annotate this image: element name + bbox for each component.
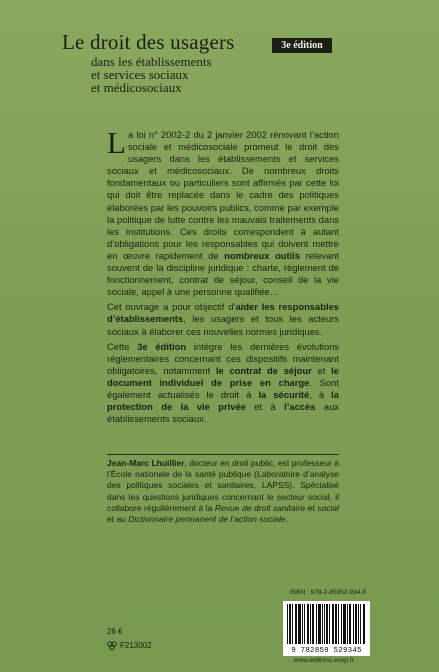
text-emphasis: l’accès [284, 401, 316, 413]
barcode-bar [316, 604, 317, 644]
text-emphasis: la sécurité [258, 388, 310, 400]
dictionary-title: Dictionnaire permanent de l’action sociale [128, 514, 286, 525]
barcode-bar [324, 604, 325, 644]
barcode-bar [347, 604, 348, 644]
product-code-text: F213002 [120, 641, 152, 650]
barcode-bar [307, 604, 308, 644]
barcode-bar [335, 604, 336, 644]
barcode-bar [320, 604, 321, 644]
barcode-bar [318, 604, 319, 644]
barcode-digits: 9 782859 529345 [291, 647, 362, 655]
drop-cap: L [107, 125, 126, 160]
text-run: , docteur en droit public, est professeur à l’École nationale de la santé publique (Laboratoire d’analyse des politiques sociales et sanitaires, LAPSS). Spécialisé dans les questions juridiques concernant le secteur social, il collabore régulièrement à la [107, 458, 339, 513]
book-title: Le droit des usagers [62, 30, 235, 54]
barcode-bar [312, 604, 313, 644]
subtitle-line: et services sociaux [91, 67, 189, 82]
text-emphasis: aider les responsables d’établissements [107, 301, 339, 325]
barcode-bar [358, 604, 359, 644]
subtitle-line: et médicosociaux [91, 80, 182, 95]
barcode-bar [298, 604, 299, 644]
text-run: Cette [107, 340, 138, 352]
barcode-bar [295, 604, 296, 644]
blurb-paragraph-2 [107, 301, 339, 337]
barcode-bar [287, 604, 288, 644]
barcode-bar [289, 604, 290, 644]
text-run: relevant souvent de la discipline juridique : charte, règlement de fonctionnement, contrat de séjour, conseil de la vie sociale, appel à une personne qualifiée… [107, 249, 340, 298]
text-run: Cet ouvrage a pour objectif d’ [107, 301, 236, 313]
barcode-bar [364, 604, 365, 644]
barcode-bar [308, 604, 309, 644]
product-code [107, 641, 152, 650]
barcode-bar [329, 604, 330, 644]
barcode-bar [356, 604, 357, 644]
text-run: , à [309, 388, 332, 400]
divider [107, 454, 339, 455]
barcode-bar [360, 604, 361, 644]
text-run: et [311, 364, 332, 376]
text-run: . [285, 514, 288, 525]
barcode-bar [296, 604, 297, 644]
text-run: intègre les dernières évolutions réglementaires concernant ces dispositifs maintenant obligatoires, notamment [107, 340, 339, 376]
journal-title: Revue de droit sanitaire et social [214, 502, 339, 513]
barcode-bar [338, 604, 339, 644]
barcode-bar [332, 604, 333, 644]
isbn: ISBN : 978-2-85952-934-5 [290, 589, 367, 596]
publisher-logo-icon [107, 641, 117, 650]
barcode-bar [310, 604, 311, 644]
barcode-bar [341, 604, 342, 644]
barcode-bar [326, 604, 327, 644]
barcode-bar [333, 604, 334, 644]
barcode-bar [353, 604, 354, 644]
text-run: aux établissements sociaux. [107, 401, 339, 425]
barcode-bar [336, 604, 337, 644]
barcode-bar [290, 604, 291, 644]
barcode-bar [322, 604, 323, 644]
blurb-paragraph-1 [107, 125, 340, 298]
edition-badge: 3e édition [272, 38, 332, 53]
text-run: . Sont également actualisés le droit à [107, 376, 339, 400]
barcode-bar [344, 604, 345, 644]
barcode-bar [319, 604, 320, 644]
blurb [107, 125, 340, 428]
text-run: et au [107, 514, 129, 525]
text-run: , les usagers et tous les acteurs sociaux à élaborer ces nouvelles normes juridiques. [107, 313, 339, 337]
book-subtitle [91, 55, 212, 94]
author-name: Jean-Marc Lhuillier [107, 458, 185, 468]
text-emphasis: la protection de la vie privée [107, 388, 339, 413]
publisher-website[interactable]: www.editions.ensp.fr [294, 657, 354, 664]
barcode-bar [349, 604, 350, 644]
barcode-bar [327, 604, 328, 644]
barcode-bar [292, 604, 293, 644]
text-emphasis: le document individuel de prise en charge [107, 364, 339, 388]
barcode-bar [343, 604, 344, 644]
barcode-bar [313, 604, 314, 644]
barcode [283, 601, 370, 656]
text-emphasis: 3e édition [137, 340, 187, 352]
barcode-bar [355, 604, 356, 644]
barcode-bar [304, 604, 305, 644]
subtitle-line: dans les établissements [91, 54, 212, 69]
text-emphasis: nombreux outils [224, 249, 301, 261]
text-run: a loi n° 2002-2 du 2 janvier 2002 rénovant l’action sociale et médicosociale promeut le droit des usagers dans les établissements et services sociaux et médicosociaux. De nombreux droits fondamentaux ou particuliers sont affirmés par cette loi qui doit être replacée dans le cadre des politiques élaborées par les pouvoirs publics, comme par exemple la politique de lutte contre les mauvais traitements dans les institutions. Ces droits correspondent à autant d’obligations pour les responsables qui doivent mettre en œuvre rapidement de [107, 129, 339, 261]
text-run: et à [245, 401, 285, 413]
text-emphasis: le contrat de séjour [215, 364, 312, 376]
barcode-bar [302, 604, 303, 644]
author-bio [107, 458, 339, 525]
blurb-paragraph-3 [107, 341, 339, 426]
barcode-bar [350, 604, 351, 644]
price: 26 € [107, 627, 123, 636]
barcode-bars [287, 604, 366, 644]
barcode-bar [363, 604, 364, 644]
barcode-bar [299, 604, 300, 644]
barcode-bar [345, 604, 346, 644]
barcode-bar [300, 604, 301, 644]
